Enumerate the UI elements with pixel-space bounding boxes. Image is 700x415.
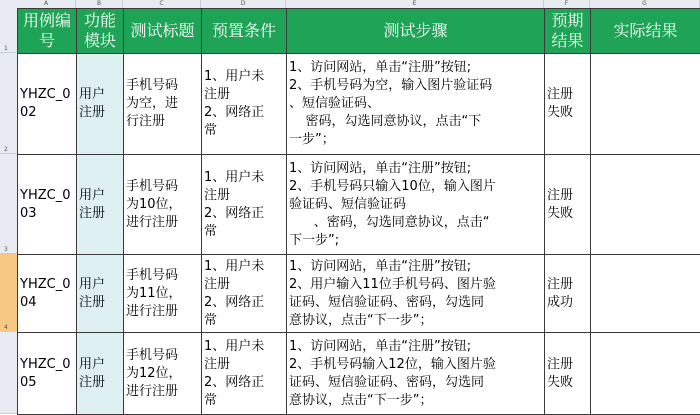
cell-precondition[interactable]: 1、用户未 注册 2、网络正 常 — [202, 333, 287, 415]
cell-expected[interactable]: 注册 成功 — [545, 255, 591, 333]
cell-case-id[interactable]: YHZC_0 05 — [18, 333, 77, 415]
cell-steps[interactable]: 1、访问网站，单击“注册”按钮; 2、用户输入11位手机号码、图片验 证码、短信验证码、密码，勾选同 意协议，点击“下一步”； — [287, 255, 545, 333]
table-row — [18, 155, 700, 255]
header-actual[interactable]: 实际结果 — [591, 9, 700, 54]
header-steps[interactable]: 测试步骤 — [287, 9, 545, 54]
header-title[interactable]: 测试标题 — [124, 9, 202, 54]
cell-module[interactable]: 用户 注册 — [77, 333, 124, 415]
cell-title[interactable]: 手机号码 为11位， 进行注册 — [124, 255, 202, 333]
cell-precondition[interactable]: 1、用户未 注册 2、网络正 常 — [202, 155, 287, 255]
cell-expected[interactable]: 注册 失败 — [545, 54, 591, 155]
column-header-f[interactable]: F — [544, 0, 590, 8]
cell-precondition[interactable]: 1、用户未 注册 2、网络正 常 — [202, 255, 287, 333]
column-header-c[interactable]: C — [123, 0, 201, 8]
cell-title[interactable]: 手机号码 为10位， 进行注册 — [124, 155, 202, 255]
cell-case-id[interactable]: YHZC_0 02 — [18, 54, 77, 155]
row-header-1[interactable]: 1 — [0, 8, 17, 53]
table-row — [18, 255, 700, 333]
table-row — [18, 333, 700, 415]
row-header-3[interactable]: 3 — [0, 154, 17, 254]
cell-title[interactable]: 手机号码 为空，进 行注册 — [124, 54, 202, 155]
cell-case-id[interactable]: YHZC_0 03 — [18, 155, 77, 255]
cell-steps[interactable]: 1、访问网站，单击“注册”按钮; 2、手机号码输入12位，输入图片验 证码、短信验证码、密码，勾选同 意协议，点击“下一步”； — [287, 333, 545, 415]
column-header-b[interactable]: B — [76, 0, 123, 8]
row-header-4[interactable]: 4 — [0, 254, 17, 332]
cell-actual[interactable] — [591, 333, 700, 415]
cell-module[interactable]: 用户 注册 — [77, 255, 124, 333]
cell-title[interactable]: 手机号码 为12位， 进行注册 — [124, 333, 202, 415]
column-header-e[interactable]: E — [286, 0, 544, 8]
column-header-d[interactable]: D — [201, 0, 286, 8]
row-header-2[interactable]: 2 — [0, 53, 17, 154]
cell-precondition[interactable]: 1、用户未 注册 2、网络正 常 — [202, 54, 287, 155]
cell-actual[interactable] — [591, 54, 700, 155]
cell-expected[interactable]: 注册 失败 — [545, 155, 591, 255]
cell-actual[interactable] — [591, 155, 700, 255]
cell-steps[interactable]: 1、访问网站，单击“注册”按钮; 2、手机号码只输入10位，输入图片 验证码、短信验证码 、密码，勾选同意协议，点击“ 下一步”; — [287, 155, 545, 255]
cell-module[interactable]: 用户 注册 — [77, 54, 124, 155]
cell-actual[interactable] — [591, 255, 700, 333]
cell-steps[interactable]: 1、访问网站，单击“注册”按钮; 2、手机号码为空，输入图片验证码 、短信验证码、 密码，勾选同意协议，点击“下 一步”； — [287, 54, 545, 155]
column-header-a[interactable]: A — [17, 0, 76, 8]
header-module[interactable]: 功能模块 — [77, 9, 124, 54]
row-header-5[interactable] — [0, 332, 17, 414]
cell-expected[interactable]: 注册 失败 — [545, 333, 591, 415]
cell-module[interactable]: 用户 注册 — [77, 155, 124, 255]
test-case-table — [17, 8, 700, 415]
cell-case-id[interactable]: YHZC_0 04 — [18, 255, 77, 333]
header-row — [18, 9, 700, 54]
header-precondition[interactable]: 预置条件 — [202, 9, 287, 54]
table-row — [18, 54, 700, 155]
column-header-g[interactable]: G — [590, 0, 700, 8]
header-case-id[interactable]: 用例编号 — [18, 9, 77, 54]
header-expected[interactable]: 预期结果 — [545, 9, 591, 54]
